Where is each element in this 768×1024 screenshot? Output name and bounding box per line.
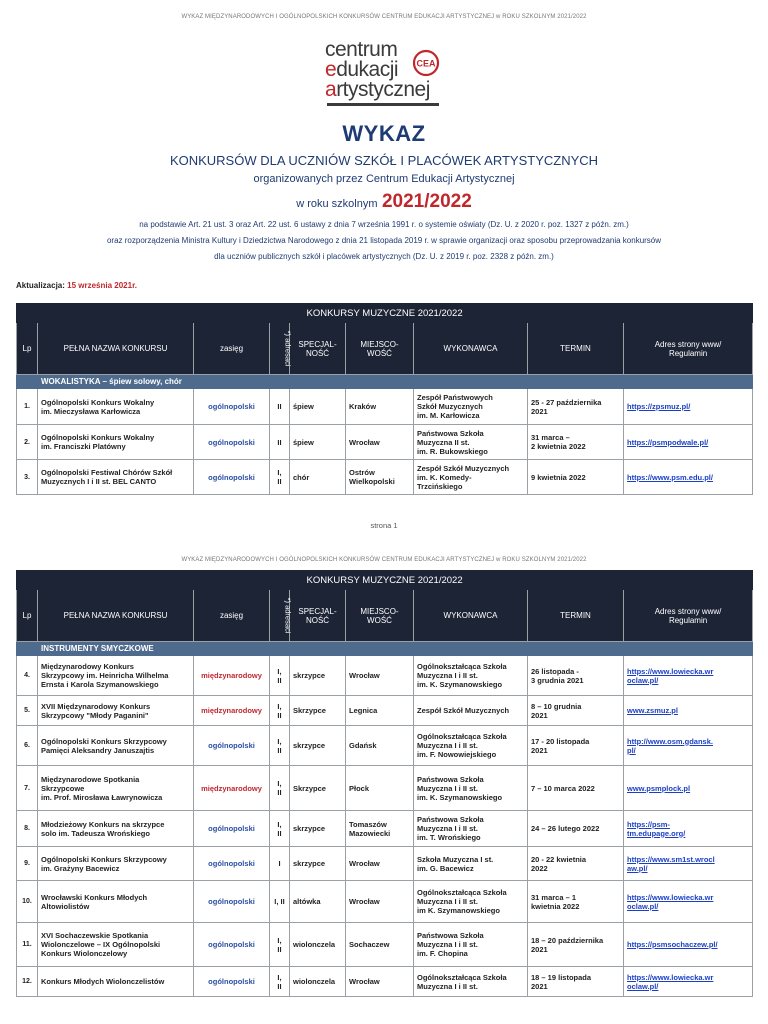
- col-termin: TERMIN: [528, 323, 624, 375]
- scope: międzynarodowy: [194, 696, 270, 726]
- organizer: Ogólnokształcąca Szkoła Muzyczna I i II st. im. F. Nowowiejskiego: [414, 726, 528, 766]
- location: Gdańsk: [346, 726, 414, 766]
- row-number: 1.: [17, 389, 38, 425]
- scope: ogólnopolski: [194, 847, 270, 881]
- page-subtitle: KONKURSÓW DLA UCZNIÓW SZKÓŁ I PLACÓWEK ARTYSTYCZNYCH: [169, 153, 599, 168]
- organizer: Państwowa Szkoła Muzyczna II st. im. R. Bukowskiego: [414, 425, 528, 460]
- website-link[interactable]: https://psm- tm.edupage.org/: [624, 811, 753, 847]
- competition-name: XVI Sochaczewskie Spotkania Wiolonczelowe – IX Ogólnopolski Konkurs Wiolonczelowy: [38, 923, 194, 967]
- table-row: [17, 766, 753, 811]
- specialty: śpiew: [290, 425, 346, 460]
- location: Wrocław: [346, 881, 414, 923]
- table-row: [17, 656, 753, 696]
- table-row: [17, 847, 753, 881]
- row-number: 4.: [17, 656, 38, 696]
- location: Sochaczew: [346, 923, 414, 967]
- row-number: 12.: [17, 967, 38, 997]
- specialty: chór: [290, 460, 346, 495]
- row-number: 5.: [17, 696, 38, 726]
- website-link[interactable]: https://www.lowiecka.wr oclaw.pl/: [624, 967, 753, 997]
- table-row: [17, 881, 753, 923]
- section-vocal: WOKALISTYKA – śpiew solowy, chór: [17, 375, 753, 389]
- website-link[interactable]: https://www.lowiecka.wr oclaw.pl/: [624, 881, 753, 923]
- col-adresaci: *) adresaci: [270, 590, 290, 642]
- addressees: I, II: [270, 766, 290, 811]
- website-link[interactable]: www.psmplock.pl: [624, 766, 753, 811]
- organizer: Ogólnokształcąca Szkoła Muzyczna I i II st.: [414, 967, 528, 997]
- addressees: I, II: [270, 811, 290, 847]
- specialty: skrzypce: [290, 811, 346, 847]
- logo-line-1: centrum: [325, 38, 398, 61]
- col-name: PEŁNA NAZWA KONKURSU: [38, 590, 194, 642]
- col-lp: Lp: [17, 323, 38, 375]
- date: 8 – 10 grudnia 2021: [528, 696, 624, 726]
- location: Legnica: [346, 696, 414, 726]
- specialty: skrzypce: [290, 726, 346, 766]
- table-row: [17, 811, 753, 847]
- location: Płock: [346, 766, 414, 811]
- specialty: wiolonczela: [290, 967, 346, 997]
- website-link[interactable]: https://psmsochaczew.pl/: [624, 923, 753, 967]
- scope: międzynarodowy: [194, 656, 270, 696]
- location: Wrocław: [346, 656, 414, 696]
- logo-line-3: artystycznej: [325, 78, 430, 101]
- location: Kraków: [346, 389, 414, 425]
- col-zasieg: zasięg: [194, 323, 270, 375]
- date: 18 – 19 listopada 2021: [528, 967, 624, 997]
- legal-basis-3: dla uczniów publicznych szkół i placówek artystycznych (Dz. U. z 2019 r. poz. 2328 z późn. zm.): [214, 252, 554, 261]
- scope: ogólnopolski: [194, 967, 270, 997]
- location: Tomaszów Mazowiecki: [346, 811, 414, 847]
- date: 9 kwietnia 2022: [528, 460, 624, 495]
- table-title-2: KONKURSY MUZYCZNE 2021/2022: [17, 571, 753, 590]
- addressees: I, II: [270, 656, 290, 696]
- competition-name: Ogólnopolski Festiwal Chórów Szkół Muzycznych I i II st. BEL CANTO: [38, 460, 194, 495]
- col-wyk: WYKONAWCA: [414, 323, 528, 375]
- date: 20 - 22 kwietnia 2022: [528, 847, 624, 881]
- location: Wrocław: [346, 425, 414, 460]
- col-adresaci: *) adresaci: [270, 323, 290, 375]
- col-www: Adres strony www/ Regulamin: [624, 323, 753, 375]
- date: 18 – 20 października 2021: [528, 923, 624, 967]
- specialty: altówka: [290, 881, 346, 923]
- col-lp: Lp: [17, 590, 38, 642]
- row-number: 10.: [17, 881, 38, 923]
- organizer: Zespół Szkół Muzycznych: [414, 696, 528, 726]
- table-row: [17, 923, 753, 967]
- addressees: I, II: [270, 696, 290, 726]
- organizer: Szkoła Muzyczna I st. im. G. Bacewicz: [414, 847, 528, 881]
- addressees: II: [270, 389, 290, 425]
- website-link[interactable]: https://psmpodwale.pl/: [624, 425, 753, 460]
- table-row: [17, 726, 753, 766]
- addressees: I, II: [270, 967, 290, 997]
- row-number: 11.: [17, 923, 38, 967]
- row-number: 8.: [17, 811, 38, 847]
- website-link[interactable]: https://www.psm.edu.pl/: [624, 460, 753, 495]
- competitions-table-2: [16, 570, 753, 997]
- website-link[interactable]: https://www.sm1st.wrocl aw.pl/: [624, 847, 753, 881]
- cea-logo: [325, 40, 445, 106]
- competition-name: XVII Międzynarodowy Konkurs Skrzypcowy "Młody Paganini": [38, 696, 194, 726]
- addressees: II: [270, 425, 290, 460]
- organizer: Państwowa Szkoła Muzyczna I i II st. im. K. Szymanowskiego: [414, 766, 528, 811]
- competitions-table-1: [16, 303, 753, 495]
- table-row: [17, 389, 753, 425]
- competition-name: Ogólnopolski Konkurs Wokalny im. Mieczysława Karłowicza: [38, 389, 194, 425]
- col-miej: MIEJSCO- WOŚĆ: [346, 590, 414, 642]
- competition-name: Międzynarodowy Konkurs Skrzypcowy im. Heinricha Wilhelma Ernsta i Karola Szymanowskiego: [38, 656, 194, 696]
- specialty: skrzypce: [290, 847, 346, 881]
- organizer-line: organizowanych przez Centrum Edukacji Artystycznej: [253, 173, 515, 185]
- specialty: Skrzypce: [290, 696, 346, 726]
- col-termin: TERMIN: [528, 590, 624, 642]
- date: 25 - 27 października 2021: [528, 389, 624, 425]
- cea-mark-icon: [411, 48, 441, 78]
- legal-basis-2: oraz rozporządzenia Ministra Kultury i Dziedzictwa Narodowego z dnia 21 listopada 2019 r. w sprawie organizacji oraz sposobu przeprowadzania konkursów: [106, 236, 662, 245]
- competition-name: Wrocławski Konkurs Młodych Altowiolistów: [38, 881, 194, 923]
- logo-underline: [327, 103, 439, 106]
- col-www: Adres strony www/ Regulamin: [624, 590, 753, 642]
- organizer: Ogólnokształcąca Szkoła Muzyczna I i II st. im K. Szymanowskiego: [414, 881, 528, 923]
- date: 24 – 26 lutego 2022: [528, 811, 624, 847]
- col-wyk: WYKONAWCA: [414, 590, 528, 642]
- date: 31 marca – 1 kwietnia 2022: [528, 881, 624, 923]
- competition-name: Młodzieżowy Konkurs na skrzypce solo im. Tadeusza Wrońskiego: [38, 811, 194, 847]
- svg-text:CEA: CEA: [416, 58, 436, 69]
- competition-name: Ogólnopolski Konkurs Skrzypcowy im. Grażyny Bacewicz: [38, 847, 194, 881]
- organizer: Zespół Państwowych Szkół Muzycznych im. M. Karłowicza: [414, 389, 528, 425]
- location: Wrocław: [346, 967, 414, 997]
- col-zasieg: zasięg: [194, 590, 270, 642]
- logo-line-2: edukacji: [325, 58, 399, 81]
- specialty: śpiew: [290, 389, 346, 425]
- col-name: PEŁNA NAZWA KONKURSU: [38, 323, 194, 375]
- legal-basis-1: na podstawie Art. 21 ust. 3 oraz Art. 22 ust. 6 ustawy z dnia 7 września 1991 r. o systemie oświaty (Dz. U. z 2020 r. poz. 1327 z późn. zm.): [139, 220, 629, 229]
- table-row: [17, 425, 753, 460]
- scope: międzynarodowy: [194, 766, 270, 811]
- page-title: WYKAZ: [342, 121, 426, 146]
- table-row: [17, 460, 753, 495]
- scope: ogólnopolski: [194, 460, 270, 495]
- table-row: [17, 967, 753, 997]
- table-title: KONKURSY MUZYCZNE 2021/2022: [17, 304, 753, 323]
- competition-name: Ogólnopolski Konkurs Skrzypcowy Pamięci Aleksandry Januszajtis: [38, 726, 194, 766]
- row-number: 9.: [17, 847, 38, 881]
- addressees: I, II: [270, 460, 290, 495]
- scope: ogólnopolski: [194, 881, 270, 923]
- col-miej: MIEJSCO- WOŚĆ: [346, 323, 414, 375]
- section-strings: INSTRUMENTY SMYCZKOWE: [17, 642, 753, 656]
- date: 17 - 20 listopada 2021: [528, 726, 624, 766]
- page-number: strona 1: [370, 521, 398, 530]
- scope: ogólnopolski: [194, 425, 270, 460]
- website-link[interactable]: https://zpsmuz.pl/: [624, 389, 753, 425]
- scope: ogólnopolski: [194, 389, 270, 425]
- running-header: WYKAZ MIĘDZYNARODOWYCH I OGÓLNOPOLSKICH KONKURSÓW CENTRUM EDUKACJI ARTYSTYCZNEJ w ROKU SZKOLNYM 2021/2022: [181, 14, 587, 20]
- organizer: Państwowa Szkoła Muzyczna I i II st. im. T. Wrońskiego: [414, 811, 528, 847]
- location: Ostrów Wielkopolski: [346, 460, 414, 495]
- website-link[interactable]: www.zsmuz.pl: [624, 696, 753, 726]
- scope: ogólnopolski: [194, 923, 270, 967]
- row-number: 6.: [17, 726, 38, 766]
- competition-name: Ogólnopolski Konkurs Wokalny im. Franciszki Platówny: [38, 425, 194, 460]
- addressees: I: [270, 847, 290, 881]
- scope: ogólnopolski: [194, 726, 270, 766]
- website-link[interactable]: http://www.osm.gdansk. pl/: [624, 726, 753, 766]
- addressees: I, II: [270, 726, 290, 766]
- addressees: I, II: [270, 881, 290, 923]
- school-year: w roku szkolnym 2021/2022: [296, 191, 472, 212]
- specialty: Skrzypce: [290, 766, 346, 811]
- date: 7 – 10 marca 2022: [528, 766, 624, 811]
- website-link[interactable]: https://www.lowiecka.wr oclaw.pl/: [624, 656, 753, 696]
- specialty: skrzypce: [290, 656, 346, 696]
- table-row: [17, 696, 753, 726]
- row-number: 2.: [17, 425, 38, 460]
- update-note: Aktualizacja: 15 września 2021r.: [16, 281, 137, 290]
- organizer: Państwowa Szkoła Muzyczna I i II st. im. F. Chopina: [414, 923, 528, 967]
- specialty: wiolonczela: [290, 923, 346, 967]
- organizer: Ogólnokształcąca Szkoła Muzyczna I i II st. im. K. Szymanowskiego: [414, 656, 528, 696]
- row-number: 3.: [17, 460, 38, 495]
- row-number: 7.: [17, 766, 38, 811]
- date: 26 listopada - 3 grudnia 2021: [528, 656, 624, 696]
- col-spec: SPECJAL- NOŚĆ: [290, 590, 346, 642]
- addressees: I, II: [270, 923, 290, 967]
- col-spec: SPECJAL- NOŚĆ: [290, 323, 346, 375]
- competition-name: Konkurs Młodych Wiolonczelistów: [38, 967, 194, 997]
- scope: ogólnopolski: [194, 811, 270, 847]
- competition-name: Międzynarodowe Spotkania Skrzypcowe im. Prof. Mirosława Ławrynowicza: [38, 766, 194, 811]
- running-header-2: WYKAZ MIĘDZYNARODOWYCH I OGÓLNOPOLSKICH KONKURSÓW CENTRUM EDUKACJI ARTYSTYCZNEJ w ROKU SZKOLNYM 2021/2022: [181, 557, 587, 563]
- location: Wrocław: [346, 847, 414, 881]
- date: 31 marca – 2 kwietnia 2022: [528, 425, 624, 460]
- organizer: Zespół Szkół Muzycznych im. K. Komedy- Trzcińskiego: [414, 460, 528, 495]
